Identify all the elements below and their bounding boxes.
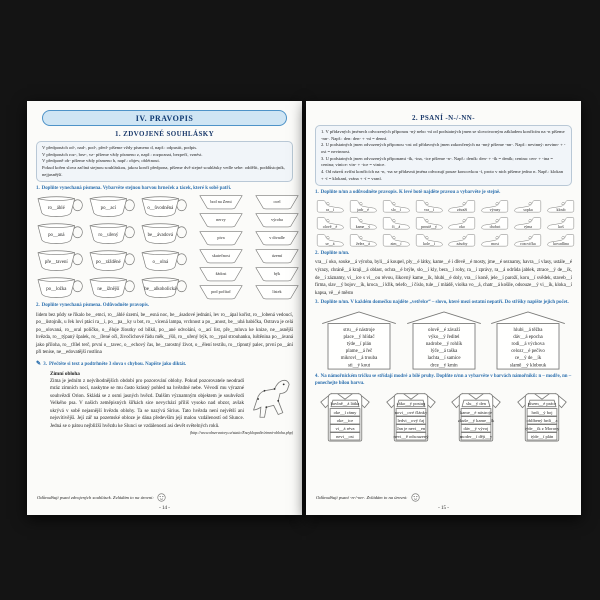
- boot-shape: [546, 216, 576, 231]
- right-footer: Odůvodňuji psaní -n-/-nn-. Zvládám to na úrovni:: [316, 493, 571, 502]
- cup-shape: [36, 276, 84, 298]
- svg-text:chobot: chobot: [489, 223, 501, 229]
- exercise3-left-instruction: ✎ 3. Přečtěte si text a podtrhněte 3 slova s chybou. Napište jako diktát.: [36, 361, 187, 368]
- saucer-shape: [252, 195, 302, 210]
- boot-shape: [315, 199, 345, 214]
- svg-text:lístek: lístek: [272, 288, 282, 294]
- saucer-shape: [196, 267, 246, 282]
- house-shape: [404, 309, 484, 371]
- house-word: lachta__í samice: [426, 356, 461, 362]
- svg-text:be__ávadová: be__ávadová: [147, 232, 174, 238]
- cup-shape: [88, 195, 136, 217]
- house-word: place__ý hlídač: [343, 335, 375, 341]
- cup-shape: [88, 222, 136, 244]
- rule-line: 2. U podstatných jmen odvozených příponou -ost od přídavných jmen zakončených na -nný píšeme -nn-. Např.: nevinný: nevinn- + -ost = nevinnost.: [321, 142, 566, 154]
- exercise2-left-instruction: 2. Doplňte vynechaná písmena. Odůvodněte pravopis.: [36, 302, 150, 308]
- svg-text:proutě__ý: proutě__ý: [420, 223, 438, 229]
- sailor-shirt-shape: [381, 389, 441, 443]
- shirt-stripe-word: oblíbený hrdi__a: [526, 418, 558, 424]
- shirt-stripe-word: zkuše__ý kame__ík: [458, 418, 495, 424]
- svg-text:žádost: žádost: [215, 270, 227, 276]
- boot-shape: [315, 233, 345, 248]
- rule-line: 3. U podstatných jmen odvozených příponami -ík, -ina, -ice píšeme -n-. Např.: deník: den- + -ík = deník; cenina: cen- + -ina = cenina; vinice: vin- + -ice = vinice.: [321, 155, 553, 168]
- svg-text:závaží: závaží: [456, 206, 468, 212]
- svg-text:výrazy: výrazy: [489, 206, 501, 212]
- house-word: dáv__á epocha: [513, 335, 543, 341]
- saucer-shape: [252, 213, 302, 228]
- cups-and-saucers: [36, 195, 293, 300]
- left-footer: Odůvodňuji psaní zdvojených souhlásek. Zvládám to na úrovni:: [37, 493, 292, 502]
- saucer-shape: [252, 231, 302, 246]
- house-word: celozr__é pečivo: [511, 349, 545, 355]
- boot-shape: [414, 233, 444, 248]
- rule-line: V předponách roz-, bez-, vz- píšeme vždy písmeno z, např.: rozpoznat, bezpečí, vznést.: [42, 151, 203, 157]
- house-word: stru__é nástroje: [343, 327, 375, 333]
- house-word: výko__ý ředitel: [427, 335, 460, 341]
- cup-shape: [88, 249, 136, 271]
- boot-shape: [381, 233, 411, 248]
- house-word: sti__ý kout: [347, 363, 371, 369]
- saucer-shape: [196, 195, 246, 210]
- svg-text:kole__í: kole__í: [423, 240, 435, 246]
- page-number-left: - 14 -: [159, 506, 170, 511]
- svg-text:koš: koš: [558, 223, 564, 229]
- rule-line: V předponách od-, nad-, pod-, před- píšeme vždy písmeno d, např.: odpustit, podpis.: [42, 145, 198, 150]
- svg-text:území: území: [271, 252, 283, 258]
- saucer-shape: [196, 231, 246, 246]
- cup-shape: [36, 222, 84, 244]
- saucer-shape: [252, 249, 302, 264]
- cup-shape: [140, 276, 188, 298]
- svg-text:bavlně__á látka: bavlně__á látka: [330, 401, 360, 407]
- sailor-shirt-shape: [315, 389, 375, 443]
- svg-text:rozcvička: rozcvička: [520, 240, 536, 246]
- house-word: olově__é závaží: [427, 327, 460, 333]
- house-shape: [488, 309, 568, 371]
- svg-text:želez__á: želez__á: [356, 240, 370, 246]
- svg-text:slo__í: slo__í: [391, 206, 401, 212]
- boot-shape: [381, 216, 411, 231]
- svg-text:most: most: [491, 240, 499, 246]
- saucer-shape: [252, 267, 302, 282]
- chapter-heading-right: 2. PSANÍ -N-/-NN-: [412, 114, 475, 122]
- shirts-row: [315, 389, 572, 443]
- svg-text:ocel: ocel: [273, 198, 281, 204]
- svg-text:piva: piva: [217, 234, 225, 240]
- svg-text:bod na Zemi: bod na Zemi: [210, 198, 232, 204]
- svg-text:rýma: rýma: [523, 223, 533, 229]
- boot-shape: [480, 216, 510, 231]
- rule-line: 1. V přídavných jménech odvozených příponou -ný nebo -ní od podstatných jmen se slovotvorným základem končícím na -n píšeme -nn-. Např.: den: den- + -ní = denní.: [321, 129, 565, 141]
- houses-row: [319, 309, 568, 371]
- saucer-shape: [252, 285, 302, 300]
- cup-shape: [140, 195, 188, 217]
- house-word: týde__í plán: [346, 342, 372, 348]
- svg-text:zim__í: zim__í: [390, 240, 402, 246]
- boot-shape: [480, 233, 510, 248]
- rule-line: Pokud kořen slova začíná stejnou souhláskou, jakou končí předpona, píšeme dvě stejné souhlásky vedle sebe: oddělit, poddůstojník, nejjasnější.: [42, 164, 285, 177]
- shirt-stripe-word: novi__ové články: [394, 410, 427, 416]
- svg-text:ne__ižnější: ne__ižnější: [97, 286, 120, 292]
- svg-text:po__rážděné: po__rážděné: [95, 259, 121, 265]
- svg-text:be__alkoholická: be__alkoholická: [144, 286, 177, 292]
- shirt-stripe-word: moder__í ději__y: [460, 434, 493, 440]
- svg-text:jadr__é: jadr__é: [357, 206, 369, 212]
- exercise2-left-text: lidem bez půdy se říkalo be__emci, ro__áhlé území, be__esná noc, be__ásadové jednání, lev ro__ápal kořist, ro__lobená vedoucí, po__ůstojník, u řek loví ptáci ra__i, po__pa__ky u bot, ro__vícená lampa, vrchnost a po__anost, be__ubá babička, Ostrava je celá po__olovaná, ro__oral políčko, o__ěluje žloutky od bílků, po__ané odvolání, o__ací list, pře__mluva ke knize, ne__asnější hvězda, ro__týpaný špalek, ro__ířené oči, živočichové řádu měk__ýšů, ro__uřený býk, ro__ypal strouhanku, luštěnina po__ávaná jako příloha, ro__třílel terč, první o__tavec, o__echový čas, be__tarostný život, o__ělení textilu, ro__típnutý palec, první po__ání při tenise, ne__edovatější rostlina: [36, 312, 293, 356]
- svg-text:o__olná: o__olná: [152, 259, 169, 265]
- svg-text:nervy: nervy: [216, 216, 226, 222]
- sailor-shirt-shape: [512, 389, 572, 443]
- svg-text:kloub: kloub: [556, 206, 566, 212]
- boot-shape: [447, 216, 477, 231]
- boot-shape: [414, 199, 444, 214]
- shirt-stripe-word: týde__í plán: [530, 434, 554, 440]
- cup-shape: [140, 222, 188, 244]
- saucers-grid: [196, 195, 300, 300]
- svg-text:po__ací: po__ací: [100, 205, 116, 211]
- house-word: plame__á řeč: [345, 349, 373, 355]
- boot-shape: [480, 199, 510, 214]
- sailor-shirt-shape: [446, 389, 506, 443]
- svg-text:se__á: se__á: [325, 240, 335, 246]
- shirt-stripe-word: hrdi__ý boj: [531, 410, 553, 416]
- house-word: lýče__á taška: [430, 349, 457, 355]
- house-word: hlubi__á těžba: [513, 327, 543, 333]
- boots-grid: [315, 199, 572, 248]
- boot-shape: [513, 216, 543, 231]
- svg-text:býk: býk: [273, 270, 281, 276]
- rules-box-right: [315, 125, 572, 186]
- svg-text:pře__tavení: pře__tavení: [44, 259, 68, 265]
- svg-text:po__ložka: po__ložka: [46, 286, 67, 292]
- shirt-stripe-word: oke__ice: [336, 418, 354, 424]
- svg-text:olově__é: olově__é: [322, 223, 338, 229]
- article-title: Zimní obloha: [50, 370, 80, 377]
- rule-line: V předponě ob- píšeme vždy písmeno b, např.: objev, oblétnout.: [42, 158, 160, 164]
- shirt-stripe-word: nevi__ě odsouzený: [393, 434, 429, 440]
- cup-shape: [36, 195, 84, 217]
- rules-box-left: [36, 141, 293, 182]
- boot-shape: [315, 216, 345, 231]
- winter-sky-article: [36, 371, 293, 436]
- exercise2-right-instruction: 2. Doplňte n/nn.: [315, 250, 350, 256]
- svg-text:kovadlina: kovadlina: [553, 240, 569, 246]
- saucer-shape: [196, 213, 246, 228]
- exercise1-right-instruction: 1. Doplňte n/nn a odůvodněte pravopis. K levé botě najděte pravou a vybarvěte je stejně.: [315, 190, 501, 196]
- svg-text:po__aná: po__aná: [48, 232, 65, 238]
- svg-text:pod počítač: pod počítač: [211, 288, 231, 294]
- shirt-stripe-word: Jan je nevi__en: [396, 426, 425, 432]
- boot-shape: [348, 199, 378, 214]
- left-page: [27, 101, 302, 515]
- house-word: slamě__ý klobouk: [509, 363, 547, 369]
- boot-shape: [414, 216, 444, 231]
- boot-shape: [513, 233, 543, 248]
- svg-text:sopka: sopka: [523, 206, 533, 212]
- exercise4-right-instruction: 4. Na námořnickém tričku se střídají modré a bílé pruhy. Doplňte n/nn a vybarvěte v barvách námořníků: n – modře, nn – ponechejte bílou barvu.: [315, 374, 572, 386]
- boot-shape: [447, 233, 477, 248]
- shirt-stripe-word: týde__ík z Moravy: [524, 426, 560, 432]
- house-word: nadrobe__ý rohlík: [425, 342, 462, 348]
- shirt-stripe-word: oke__í rámy: [333, 410, 357, 416]
- boot-shape: [348, 216, 378, 231]
- svg-text:ro__uřený: ro__uřený: [98, 232, 119, 238]
- house-word: drce__ý kmín: [429, 363, 458, 369]
- svg-text:v divadle: v divadle: [269, 234, 285, 240]
- cup-shape: [140, 249, 188, 271]
- svg-text:slu__ý den: slu__ý den: [466, 401, 487, 407]
- page-number-right: - 15 -: [438, 506, 449, 511]
- svg-text:vra__í: vra__í: [423, 206, 435, 212]
- boot-shape: [381, 199, 411, 214]
- svg-text:či__á: či__á: [391, 223, 401, 229]
- boot-shape: [513, 199, 543, 214]
- right-page: [306, 101, 581, 515]
- pencil-icon: ✎: [36, 361, 42, 368]
- rule-line: 4. Od názvů zvířat končících na -n, -na se přídavná jména odvozují pouze koncovkou -í, proto v nich píšeme jedno n. Např.: klokan + -í = klokaní, vrána + -í = vraní.: [321, 168, 563, 181]
- smiley-icon: [411, 493, 420, 502]
- house-shape: [319, 309, 399, 371]
- svg-text:o__ůvodněná: o__ůvodněná: [147, 205, 174, 211]
- saucer-shape: [196, 249, 246, 264]
- svg-text:oko: oko: [459, 223, 465, 229]
- saucer-shape: [196, 285, 246, 300]
- svg-text:ro__áhlé: ro__áhlé: [47, 205, 65, 211]
- svg-text:písem__é práce: písem__é práce: [527, 401, 557, 407]
- boot-shape: [546, 199, 576, 214]
- dog-constellation-drawing: [247, 378, 293, 420]
- boot-shape: [447, 199, 477, 214]
- cups-grid: [36, 195, 188, 300]
- shirt-stripe-word: nevi__ost: [336, 434, 354, 440]
- article-text: Zima je jedním z nejvíhodnějších období pro pozorování oblohy. Pokud pozorovatele neodradí mráz zimních nocí, naskytne se mu často krásný pohled na hvězdné nebe. Vévodí mu výrazné souhvězdí Orion. Skládá se z osmi jasných hvězd. Dalším významným objektem je souhvězdí Velkého psa. V našich zeměpisných šířkách sice nevychází příliš vysoko nad obzor, avšak ukrývá v sobě nejasnější hvězdu oblohy. Ta se nazývá Sirius. Tato hvězda není největší ani nejsvítivější. Její zář na pozemské obloze je dána především její malou vzdáleností od Slunce. Jedná se o pátou nejbližší hvězdu ke Slunci se vzdáleností asi devět světelných roků.: [50, 378, 293, 431]
- boot-shape: [348, 233, 378, 248]
- svg-text:záko__ý postup: záko__ý postup: [396, 401, 425, 407]
- svg-text:kame__ý: kame__ý: [355, 223, 371, 229]
- shirt-stripe-word: ledvi__ový čaj: [397, 418, 425, 424]
- exercise1-left-instruction: 1. Doplňte vynechaná písmena. Vybarvěte stejnou barvou hrneček a tácek, které k sobě patří.: [36, 186, 232, 192]
- house-word: mikrovl__á trouba: [340, 356, 378, 362]
- svg-text:zásoby: zásoby: [456, 240, 468, 246]
- shirt-stripe-word: vi__á réva: [335, 426, 355, 432]
- cup-shape: [36, 249, 84, 271]
- house-word: rodi__á výchova: [511, 342, 545, 348]
- boot-shape: [546, 233, 576, 248]
- article-source: (http://www.observatory.cz/static/Encyklopedie/zimni-obloha.php): [189, 431, 293, 436]
- cup-shape: [88, 276, 136, 298]
- exercise3-right-instruction: 3. Doplňte n/nn. V každém domečku najděte „vetřelce“ – slovo, které mezi ostatní nepatří. Do stříšky napište jejich počet.: [315, 300, 569, 306]
- shirt-stripe-word: dáv__ý vývoj: [463, 426, 489, 432]
- shirt-stripe-word: kame__é nástroje: [460, 410, 493, 416]
- chapter-heading-left: 1. ZDVOJENÉ SOUHLÁSKY: [114, 130, 215, 138]
- svg-text:ra__í: ra__í: [325, 206, 335, 212]
- svg-text:skutečnost: skutečnost: [212, 252, 230, 258]
- smiley-icon: [157, 493, 166, 502]
- house-word: ce__ý de__ík: [514, 356, 542, 362]
- section-title: IV. PRAVOPIS: [42, 110, 287, 126]
- exercise2-right-text: vra__í oko, souke__á výroba, byli__á koupel, ply__é látky, kame__é i dřevě__é mosty, jme__é seznamy, havra__í vlasy, ustále__é výrazy, chráně__á kraji__á oblast, ochra__é brýle, slo__í kly, bera__í rohy, ra__í zprávy, ra__á odrůda jablek, ztrace__ý de__ík, de__í záznamy, vi__ice s vi__ou révou, šikovný kame__ík, hlubi__é doly, vra__í koně, jele__í paroží, koru__í svědek, staveb__í firma, slav__ý bojov__ík, kroca__í křik, telefo__í číslo, tule__í mládě, violka vo__á, chatr__á košile, odsouze__ý vi__ík, kloka__í kapsa, vě__é město: [315, 260, 572, 296]
- svg-text:výroba: výroba: [271, 216, 283, 222]
